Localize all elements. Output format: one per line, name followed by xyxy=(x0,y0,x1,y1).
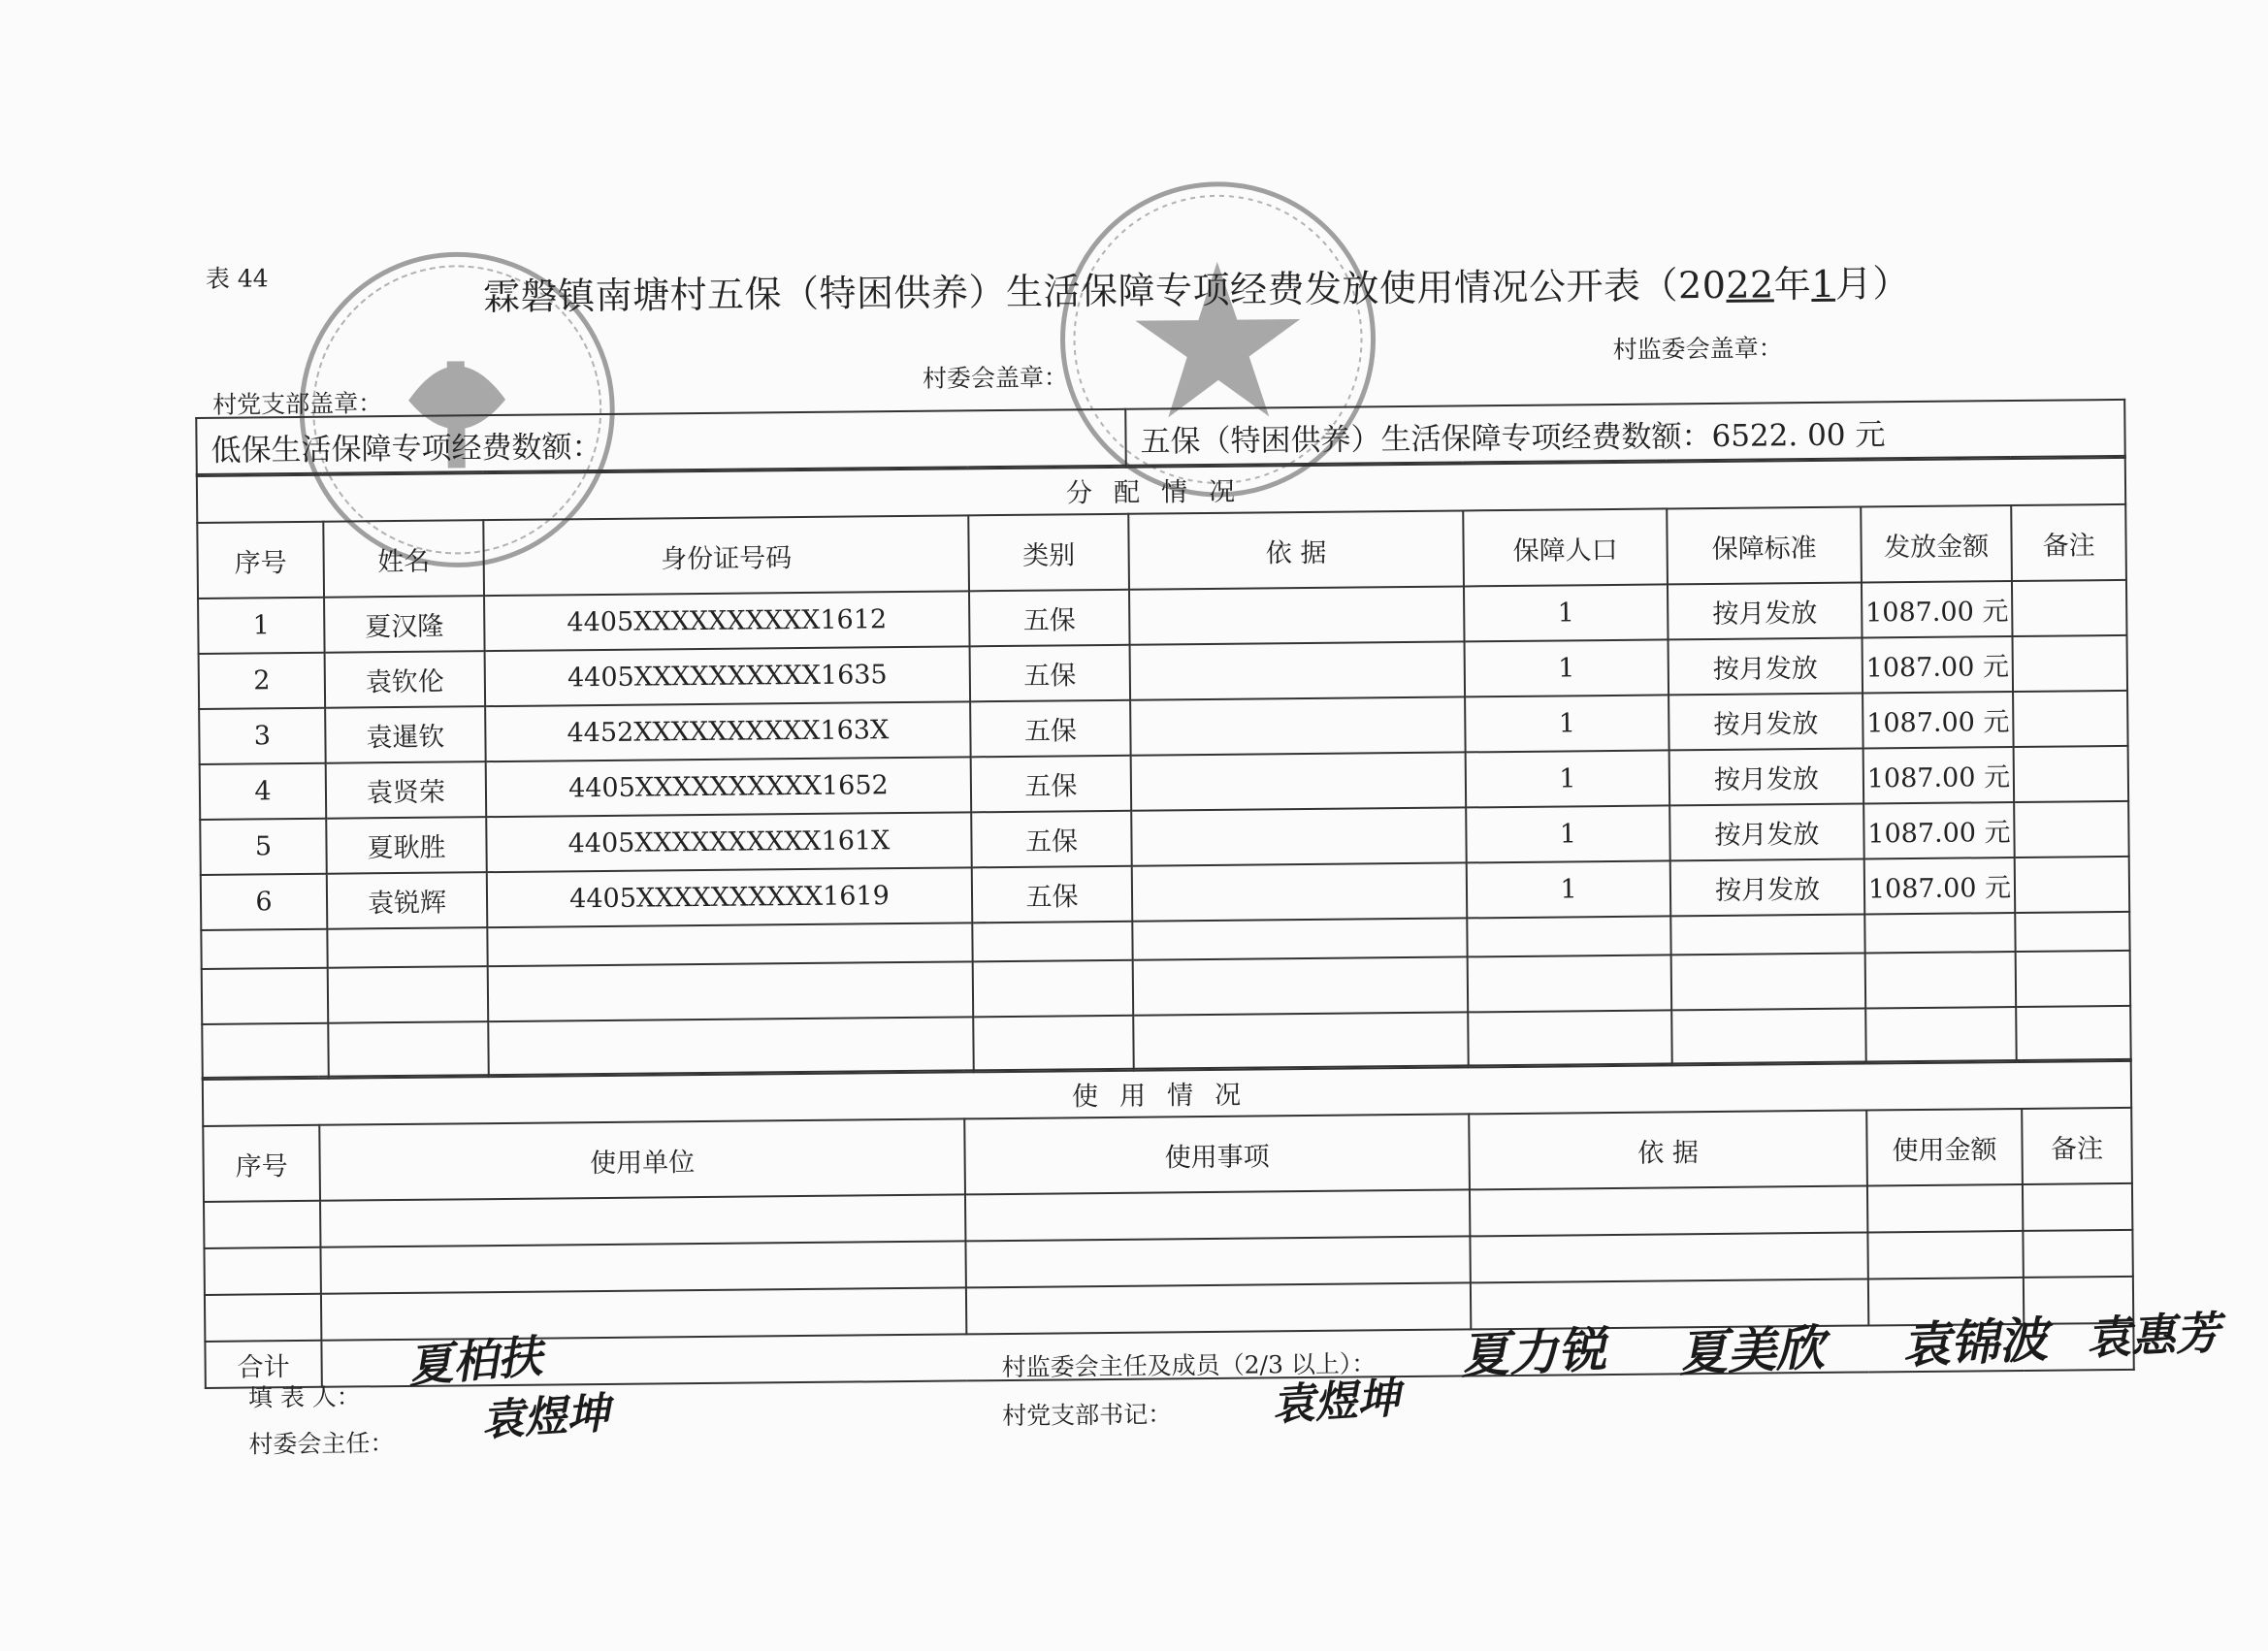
row-amount: 1087.00 元 xyxy=(1864,858,2016,914)
col-header-name: 姓名 xyxy=(323,520,484,598)
filler-label: 填 表 人： xyxy=(247,1382,361,1412)
row-note xyxy=(2013,635,2128,692)
row-population: 1 xyxy=(1466,750,1670,807)
row-population: 1 xyxy=(1464,584,1669,641)
supervision-signature-3: 袁锦波 xyxy=(1900,1311,2049,1375)
row-name: 袁贤荣 xyxy=(326,761,487,819)
row-name: 袁锐辉 xyxy=(327,872,488,929)
row-id: 4405XXXXXXXXXX1612 xyxy=(484,591,970,651)
title-year-suffix: 22 xyxy=(1726,263,1774,307)
title-month: 1 xyxy=(1811,262,1836,306)
row-id: 4405XXXXXXXXXX1619 xyxy=(487,867,973,927)
row-name: 袁钦伦 xyxy=(325,651,486,708)
distribution-section-title: 分配情况 xyxy=(197,456,2125,523)
row-population: 1 xyxy=(1465,695,1669,752)
usage-col-no: 序号 xyxy=(203,1125,320,1202)
col-header-population: 保障人口 xyxy=(1463,508,1668,586)
table-number: 表 44 xyxy=(205,264,269,293)
row-name: 袁暹钦 xyxy=(325,706,486,763)
row-no: 4 xyxy=(200,763,327,820)
row-name: 夏耿胜 xyxy=(326,817,487,874)
col-header-type: 类别 xyxy=(968,514,1129,592)
col-header-id: 身份证号码 xyxy=(483,515,969,596)
row-basis xyxy=(1131,752,1467,810)
filler-signature: 夏柏扶 xyxy=(405,1329,544,1393)
row-no: 3 xyxy=(199,708,326,764)
row-type: 五保 xyxy=(970,700,1131,758)
row-amount: 1087.00 元 xyxy=(1862,581,2013,637)
row-amount: 1087.00 元 xyxy=(1863,692,2014,748)
row-basis xyxy=(1130,696,1466,755)
usage-col-note: 备注 xyxy=(2022,1108,2132,1184)
supervision-members-label: 村监委会主任及成员（2/3 以上）： xyxy=(1001,1349,1377,1382)
row-standard: 按月发放 xyxy=(1669,638,1863,696)
party-seal-label: 村党支部盖章： xyxy=(211,389,383,419)
row-basis xyxy=(1131,807,1467,865)
row-standard: 按月发放 xyxy=(1669,804,1864,861)
row-no: 2 xyxy=(199,653,326,709)
supervision-signature-1: 夏力锐 xyxy=(1459,1320,1607,1385)
col-header-standard: 保障标准 xyxy=(1667,507,1862,585)
row-basis xyxy=(1129,586,1465,644)
row-no: 5 xyxy=(200,819,327,875)
page-title xyxy=(483,253,1910,320)
title-month-char: 月） xyxy=(1834,262,1911,306)
col-header-basis: 依 据 xyxy=(1128,510,1464,589)
col-header-no: 序号 xyxy=(197,522,324,599)
row-id: 4405XXXXXXXXXX1652 xyxy=(486,757,972,817)
supervision-signature-2: 夏美欣 xyxy=(1677,1318,1826,1382)
usage-col-basis: 依 据 xyxy=(1469,1110,1867,1189)
row-amount: 1087.00 元 xyxy=(1863,636,2014,693)
row-standard: 按月发放 xyxy=(1668,583,1863,640)
row-id: 4405XXXXXXXXXX161X xyxy=(486,812,972,872)
dibao-funds-label: 低保生活保障专项经费数额： xyxy=(196,409,1126,476)
distribution-table xyxy=(196,455,2132,1081)
row-standard: 按月发放 xyxy=(1669,694,1863,751)
wubao-funds-label: 五保（特困供养）生活保障专项经费数额：6522. 00 元 xyxy=(1125,400,2125,468)
row-note xyxy=(2013,691,2128,747)
row-id: 4405XXXXXXXXXX1635 xyxy=(485,646,971,706)
row-basis xyxy=(1130,641,1466,699)
row-population: 1 xyxy=(1466,805,1670,862)
col-header-amount: 发放金额 xyxy=(1861,505,2012,582)
supervision-signature-4: 袁惠芳 xyxy=(2085,1306,2221,1365)
row-amount: 1087.00 元 xyxy=(1863,747,2015,803)
col-header-note: 备注 xyxy=(2011,504,2126,581)
secretary-signature: 袁煜坤 xyxy=(1270,1373,1402,1431)
committee-seal-label: 村委会盖章： xyxy=(922,363,1069,393)
row-no: 6 xyxy=(201,874,328,930)
row-population: 1 xyxy=(1465,639,1669,696)
total-label: 合计 xyxy=(205,1341,321,1388)
row-type: 五保 xyxy=(969,590,1130,647)
row-standard: 按月发放 xyxy=(1670,859,1865,917)
row-no: 1 xyxy=(198,598,325,654)
usage-col-item: 使用事项 xyxy=(964,1114,1470,1194)
usage-section-title: 使用情况 xyxy=(203,1059,2131,1126)
row-type: 五保 xyxy=(971,756,1132,813)
row-name: 夏汉隆 xyxy=(324,596,485,653)
title-year-char: 年 xyxy=(1773,262,1812,307)
row-amount: 1087.00 元 xyxy=(1863,802,2015,858)
chair-signature: 袁煜坤 xyxy=(479,1388,611,1446)
usage-col-unit: 使用单位 xyxy=(319,1118,965,1200)
row-note xyxy=(2012,580,2127,636)
row-type: 五保 xyxy=(970,645,1131,702)
row-basis xyxy=(1132,862,1468,921)
row-population: 1 xyxy=(1467,860,1671,918)
chair-label: 村委会主任： xyxy=(248,1429,395,1459)
row-note xyxy=(2014,746,2129,802)
usage-col-amount: 使用金额 xyxy=(1866,1109,2023,1186)
row-note xyxy=(2015,857,2130,913)
row-id: 4452XXXXXXXXXX163X xyxy=(485,701,971,761)
row-type: 五保 xyxy=(971,811,1132,868)
supervision-seal-label: 村监委会盖章： xyxy=(1612,334,1783,364)
row-note xyxy=(2014,801,2129,858)
secretary-label: 村党支部书记： xyxy=(1002,1400,1173,1431)
row-type: 五保 xyxy=(972,866,1133,923)
title-text: 霖磐镇南塘村五保（特困供养）生活保障专项经费发放使用情况公开表（20 xyxy=(482,263,1727,319)
row-standard: 按月发放 xyxy=(1669,749,1864,806)
